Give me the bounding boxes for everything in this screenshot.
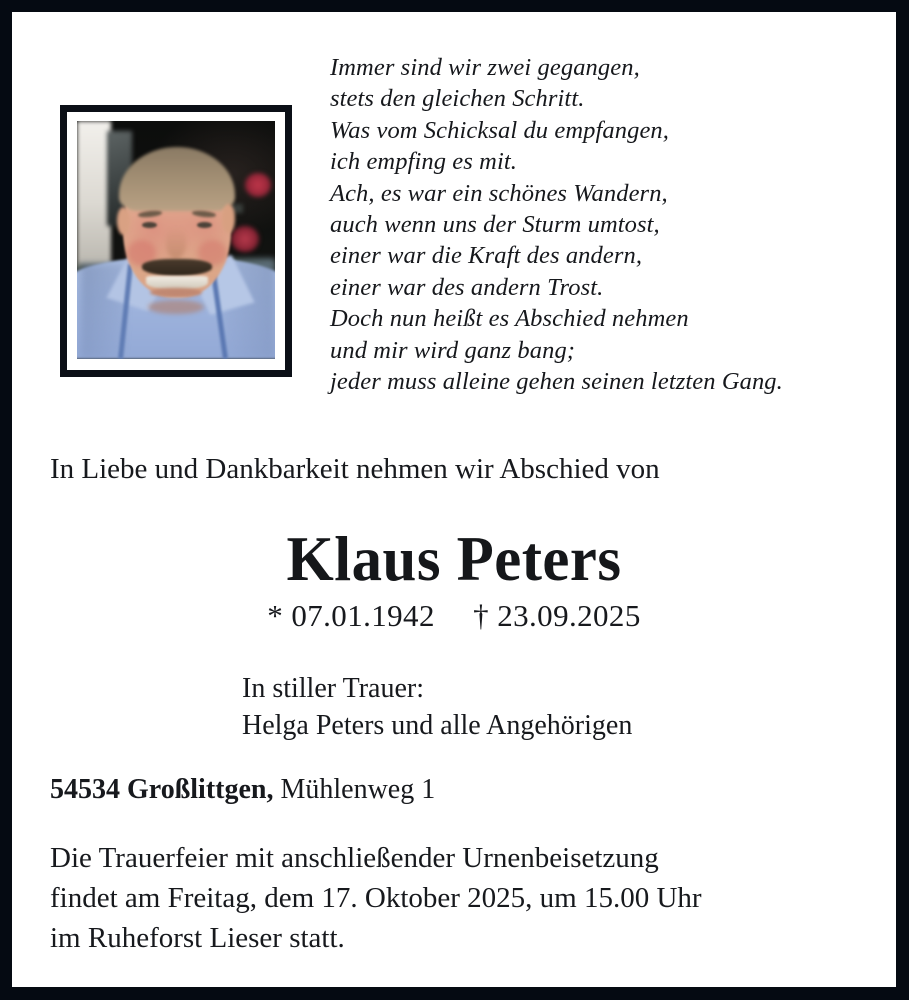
portrait-chin — [148, 300, 203, 314]
portrait-photo-frame — [60, 105, 292, 377]
birth-symbol: * — [267, 598, 284, 633]
mourners-block — [242, 670, 632, 744]
obituary-page — [12, 12, 896, 987]
portrait-ear-right — [222, 204, 236, 233]
mourners-names: Helga Peters und alle Angehörigen — [242, 710, 633, 741]
death-symbol: † — [473, 598, 490, 633]
life-dates — [12, 598, 896, 634]
poem-line: und mir wird ganz bang; — [330, 336, 576, 364]
service-detail-line: findet am Freitag, dem 17. Oktober 2025, um 15.00 Uhr — [50, 882, 702, 914]
death-date: 23.09.2025 — [497, 598, 641, 633]
poem-line: einer war des andern Trost. — [330, 273, 604, 301]
service-detail-line: Die Trauerfeier mit anschließender Urnenbeisetzung — [50, 842, 659, 874]
service-details — [50, 838, 870, 958]
portrait-moustache — [142, 259, 211, 276]
portrait-lower-lip — [150, 288, 201, 298]
poem-line: Immer sind wir zwei gegangen, — [330, 54, 640, 81]
poem-line: Ach, es war ein schönes Wandern, — [330, 179, 668, 207]
portrait-nose — [166, 228, 186, 259]
address-postal-city: 54534 Großlittgen, — [50, 774, 274, 805]
poem-line: einer war die Kraft des andern, — [330, 242, 643, 270]
service-detail-line: im Ruheforst Lieser statt. — [50, 922, 345, 954]
poem-line: auch wenn uns der Sturm umtost, — [330, 211, 660, 239]
poem-line: Doch nun heißt es Abschied nehmen — [330, 305, 689, 333]
poem-line: jeder muss alleine gehen seinen letzten Gang. — [330, 368, 783, 396]
birth-date: 07.01.1942 — [291, 598, 435, 633]
memorial-poem — [330, 52, 890, 397]
photo-background-flower-lower — [231, 226, 259, 252]
deceased-name: Klaus Peters — [286, 523, 622, 594]
poem-line: ich empfing es mit. — [330, 148, 517, 176]
address-line — [50, 773, 435, 807]
address-street: Mühlenweg 1 — [280, 774, 436, 805]
portrait-photo — [77, 121, 275, 359]
poem-line: Was vom Schicksal du empfangen, — [330, 116, 670, 144]
portrait-photo-mat — [67, 112, 285, 370]
photo-background-light-panel — [77, 121, 111, 269]
lead-text: In Liebe und Dankbarkeit nehmen wir Abschied von — [50, 453, 660, 485]
poem-line: stets den gleichen Schritt. — [330, 85, 585, 113]
mourners-heading: In stiller Trauer: — [242, 673, 424, 704]
